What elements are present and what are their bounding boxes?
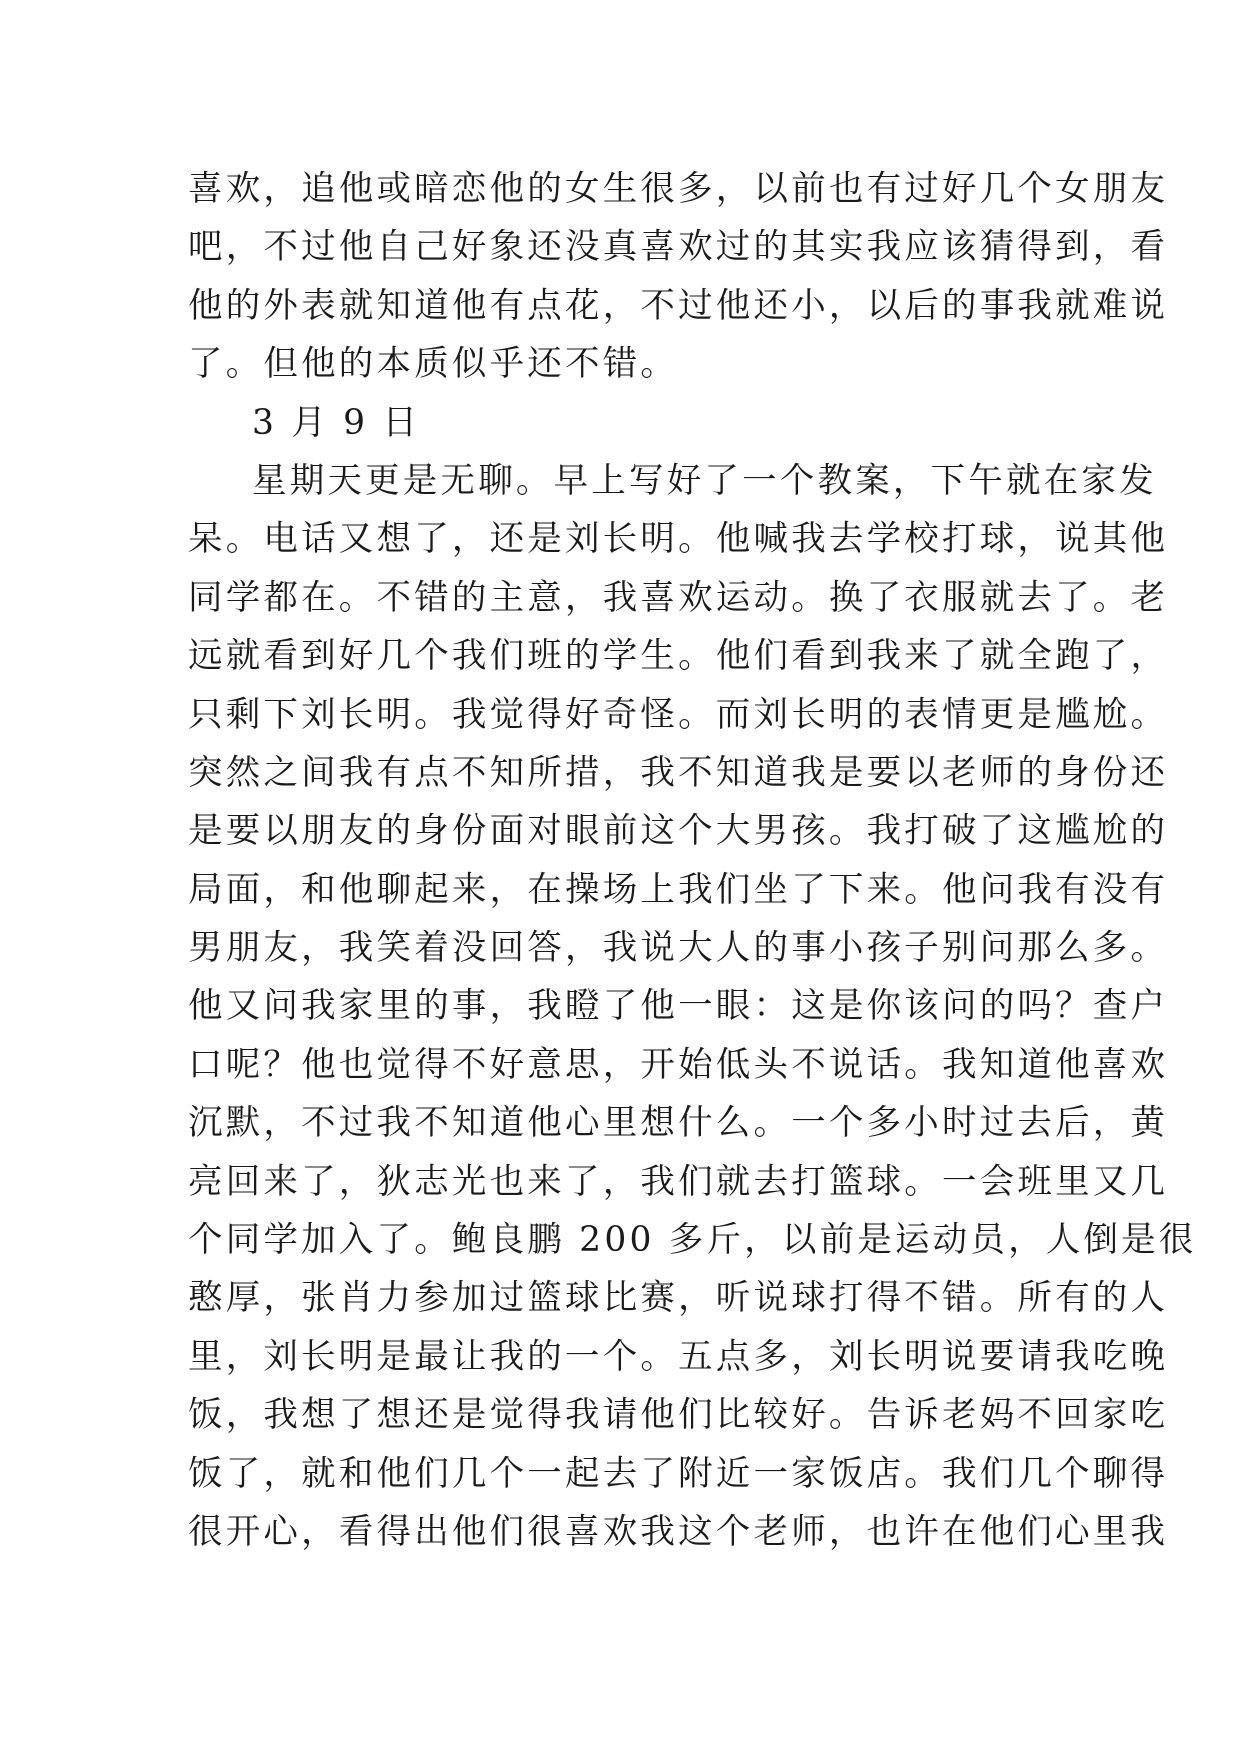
- text-line: 憨厚，张肖力参加过篮球比赛，听说球打得不错。所有的人: [188, 1278, 1169, 1319]
- text-line: 亮回来了，狄志光也来了，我们就去打篮球。一会班里又几: [188, 1161, 1169, 1202]
- text-line: 男朋友，我笑着没回答，我说大人的事小孩子别问那么多。: [188, 928, 1169, 969]
- text-line: 他的外表就知道他有点花，不过他还小，以后的事我就难说: [188, 285, 1169, 326]
- text-line: 个同学加入了。鲍良鹏 200 多斤，以前是运动员，人倒是很: [188, 1220, 1197, 1261]
- text-line: 突然之间我有点不知所措，我不知道我是要以老师的身份还: [188, 752, 1169, 793]
- text-line: 了。但他的本质似乎还不错。: [188, 344, 679, 385]
- text-line: 只剩下刘长明。我觉得好奇怪。而刘长明的表情更是尴尬。: [188, 694, 1169, 735]
- text-line: 饭，我想了想还是觉得我请他们比较好。告诉老妈不回家吃: [188, 1395, 1169, 1436]
- text-line: 同学都在。不错的主意，我喜欢运动。换了衣服就去了。老: [188, 577, 1169, 618]
- date-heading: 3 月 9 日: [252, 402, 421, 443]
- text-line: 他又问我家里的事，我瞪了他一眼：这是你该问的吗？查户: [188, 986, 1169, 1027]
- text-line: 呆。电话又想了，还是刘长明。他喊我去学校打球，说其他: [188, 519, 1169, 560]
- text-line: 里，刘长明是最让我的一个。五点多，刘长明说要请我吃晚: [188, 1336, 1169, 1377]
- text-line: 沉默，不过我不知道他心里想什么。一个多小时过去后，黄: [188, 1103, 1169, 1144]
- body-text: [188, 160, 1197, 1561]
- text-line: 星期天更是无聊。早上写好了一个教案，下午就在家发: [252, 460, 1157, 501]
- text-line: 很开心，看得出他们很喜欢我这个老师，也许在他们心里我: [188, 1511, 1169, 1552]
- text-line: 喜欢，追他或暗恋他的女生很多，以前也有过好几个女朋友: [188, 169, 1169, 209]
- text-line: 局面，和他聊起来，在操场上我们坐了下来。他问我有没有: [188, 869, 1169, 910]
- text-line: 远就看到好几个我们班的学生。他们看到我来了就全跑了，: [188, 636, 1169, 677]
- text-line: 饭了，就和他们几个一起去了附近一家饭店。我们几个聊得: [188, 1453, 1169, 1494]
- text-line: 是要以朋友的身份面对眼前这个大男孩。我打破了这尴尬的: [188, 811, 1169, 852]
- text-line: 口呢？他也觉得不好意思，开始低头不说话。我知道他喜欢: [188, 1044, 1169, 1085]
- text-line: 吧，不过他自己好象还没真喜欢过的其实我应该猜得到，看: [188, 227, 1169, 268]
